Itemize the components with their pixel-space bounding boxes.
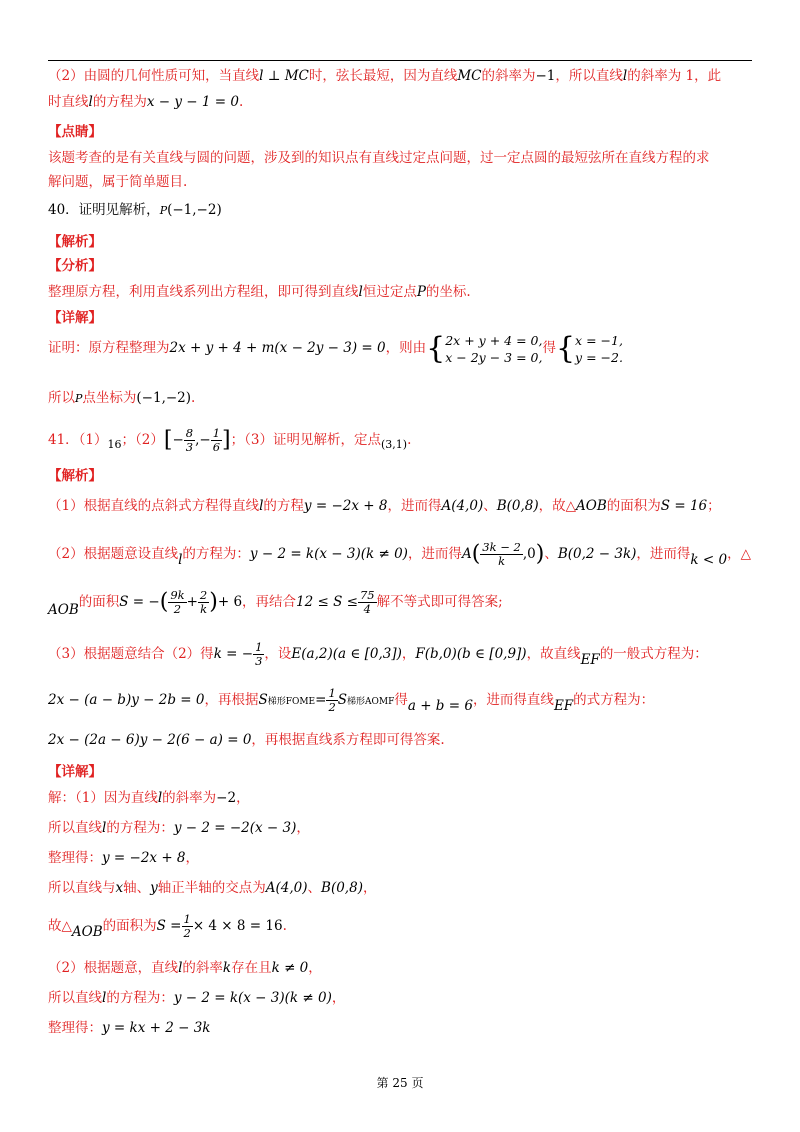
paragraph-line [48, 908, 768, 950]
text: 41．（1） [48, 432, 108, 448]
text: 整理得： [48, 850, 102, 866]
math: 2x − (2a − 6)y − 2(6 − a) = 0 [48, 732, 252, 748]
math: l [102, 990, 107, 1006]
fraction: $\frac{75}{4}$ [359, 588, 375, 616]
text: 的面积为 [606, 498, 661, 514]
text: 的斜率 [182, 960, 223, 976]
math: 12 ≤ S ≤ [296, 594, 358, 610]
brace: { [426, 330, 446, 366]
math: k [222, 960, 232, 976]
section-heading-xiangjie: 【详解】 [48, 310, 102, 326]
text: ， [236, 790, 250, 806]
fraction: $\frac{8}{3}$ [185, 426, 194, 454]
text: 得 [542, 340, 556, 356]
math: x [115, 880, 124, 896]
text: 的斜率为 1，此 [627, 68, 722, 84]
math: × 4 × 8 = 16 [192, 918, 283, 934]
math: = [315, 692, 327, 708]
math: k < 0 [690, 552, 728, 568]
fraction: $\frac{1}{6}$ [212, 426, 221, 454]
math: y − 2 = k(x − 3)(k ≠ 0) [249, 546, 408, 562]
paragraph-line [48, 282, 768, 302]
math: 2x − (a − b)y − 2b = 0 [48, 692, 205, 708]
text: 的方程为： [106, 990, 174, 1006]
math: l [88, 94, 93, 110]
math: l [102, 820, 107, 836]
math: l [178, 960, 183, 976]
math-subscript: 梯形AOMF [347, 697, 395, 707]
text: ，故直线 [526, 646, 581, 662]
paragraph-line: （2）根据题意设直线l的方程为：y − 2 = k(x − 3)(k ≠ 0)，进而得A( $\frac{3k - 2}{k}$ ,0)、B(0,2 − 3k)，进而得k < 0，△ [48, 540, 751, 568]
math: S [337, 692, 348, 708]
paragraph-line [48, 848, 768, 868]
math: AOB [48, 602, 79, 618]
math: A(4,0) [441, 498, 484, 514]
text: ，则由 [385, 340, 427, 356]
text: ，进而得 [387, 498, 442, 514]
text: 40．证明见解析， [48, 202, 160, 218]
math: (−1,−2) [167, 202, 222, 218]
fraction: $\frac{2}{k}$ [199, 588, 208, 616]
equation-system [445, 332, 542, 366]
paragraph-line [48, 92, 768, 112]
math: k ≠ 0 [271, 960, 309, 976]
math: 2x + y + 4 + m(x − 2y − 3) = 0 [169, 340, 386, 356]
text: （1）根据直线的点斜式方程得直线 [48, 498, 260, 514]
text: 得 [394, 692, 408, 708]
text: 时直线 [48, 94, 89, 110]
math: AOB [576, 498, 607, 514]
header-rule [48, 60, 752, 61]
math: k = − [213, 646, 254, 662]
text: 时，弦长最短，因为直线 [308, 68, 458, 84]
math: A(4,0) [265, 880, 308, 896]
math: F(b,0)(b ∈ [0,9]) [415, 646, 527, 662]
paragraph-line [48, 730, 768, 750]
bracket: [ [163, 427, 173, 453]
math: S [258, 692, 268, 708]
math: x − 2y − 3 = 0, [445, 349, 543, 365]
text: ，设 [264, 646, 292, 662]
text: 整理原方程，利用直线系列出方程组，即可得到直线 [48, 284, 359, 300]
text: ；（3）证明见解析，定点 [230, 432, 381, 448]
paragraph-line [48, 496, 768, 516]
text: 的面积 [78, 594, 120, 610]
text: 解：（1）因为直线 [48, 790, 158, 806]
math-subscript: 梯形FOME [267, 697, 316, 707]
text: ， [401, 646, 416, 662]
fraction: $\frac{9k}{2}$ [170, 588, 185, 616]
fraction: $\frac{1}{2}$ [183, 912, 191, 940]
paragraph-line [48, 388, 768, 409]
section-heading-jiexi: 【解析】 [48, 234, 102, 250]
text: . [191, 390, 196, 406]
text: （2）根据题意，直线 [48, 960, 179, 976]
math: EF [553, 698, 574, 714]
math: S = 16 [660, 498, 708, 514]
fraction: $\frac{3k - 2}{k}$ [482, 540, 521, 568]
math: B(0,8) [321, 880, 363, 896]
brace: { [555, 330, 576, 366]
text: ，故△ [538, 498, 577, 514]
paragraph-line [48, 682, 768, 724]
text: （3）根据题意结合（2）得 [48, 646, 214, 662]
text: 点坐标为 [82, 390, 137, 406]
paragraph-line [48, 788, 768, 808]
text: 恒过定点 [362, 284, 417, 300]
math: l [358, 284, 363, 300]
text: 证明：原方程整理为 [48, 340, 170, 356]
text: ，再根据 [204, 692, 259, 708]
paragraph-line [48, 636, 768, 678]
paragraph-line [48, 66, 768, 86]
text: 的方程为 [92, 94, 147, 110]
math: (3,1) [380, 438, 408, 451]
paragraph-line [48, 1018, 768, 1038]
text: 的方程 [263, 498, 304, 514]
math: P [416, 284, 426, 300]
text: ，△ [727, 546, 751, 562]
math: a + b = 6 [407, 698, 473, 714]
text: ， [308, 960, 322, 976]
math: y = −2x + 8 [303, 498, 388, 514]
math: A [461, 546, 472, 562]
text: ，再结合 [242, 594, 297, 610]
equation-system [575, 332, 623, 366]
fraction: $\frac{1}{2}$ [328, 686, 336, 714]
text: 的方程为： [106, 820, 174, 836]
text: （2）由圆的几何性质可知，当直线 [48, 68, 260, 84]
text: ，再根据直线系方程即可得答案. [251, 732, 445, 748]
text: ， [331, 990, 346, 1006]
text: 存在且 [231, 960, 272, 976]
text: 的坐标. [425, 284, 471, 300]
text: 所以直线与 [48, 880, 116, 896]
text: ， [185, 850, 200, 866]
text: 的面积为 [102, 918, 157, 934]
math: l [259, 498, 264, 514]
text: . [282, 918, 287, 934]
math: 2x + y + 4 = 0, [445, 332, 543, 348]
paragraph-line [48, 328, 768, 368]
math: P [159, 204, 168, 217]
text: 所以 [48, 390, 75, 406]
math: S = − [119, 594, 160, 610]
section-heading-xiangjie: 【详解】 [48, 764, 102, 780]
text: ； [707, 498, 721, 514]
text: 故△ [48, 918, 72, 934]
text: ；（2） [121, 432, 164, 448]
paragraph-line [48, 958, 768, 978]
math: (−1,−2) [136, 390, 192, 406]
text: 的式方程为： [573, 692, 655, 708]
text: ，所以直线 [555, 68, 623, 84]
math: x − y − 1 = 0 [146, 94, 239, 110]
math: MC [457, 68, 482, 84]
text: ， [362, 880, 377, 896]
section-heading-dianjing: 【点睛】 [48, 124, 102, 140]
math: l [622, 68, 628, 84]
math: y − 2 = k(x − 3)(k ≠ 0) [173, 990, 332, 1006]
section-heading-jiexi: 【解析】 [48, 468, 102, 484]
math: P [75, 392, 83, 405]
text: 整理得： [48, 1020, 102, 1036]
math: l [178, 552, 183, 568]
fraction: $\frac{1}{3}$ [255, 640, 263, 668]
answer-41: 41．$(1)_{16}$；（2）[− $\frac{8}{3}$ ,− $\frac{1}{6}$ ]；（3）证明见解析，定点$_{(3,1)}$. [48, 426, 412, 454]
math: l [157, 790, 163, 806]
answer-40 [48, 200, 768, 221]
text: 所以直线 [48, 990, 102, 1006]
math: y = kx + 2 − 3k [102, 1020, 211, 1036]
math: y = −2x + 8 [102, 850, 186, 866]
math: −2 [216, 790, 237, 806]
text: ，进而得 [407, 546, 462, 562]
math: EF [580, 652, 600, 668]
text: 、 [307, 880, 322, 896]
section-heading-fenxi: 【分析】 [48, 258, 102, 274]
math: S = [156, 918, 182, 934]
text: 的方程为： [182, 546, 250, 562]
math: ,0 [522, 546, 536, 562]
page-number: 第 25 页 [376, 1076, 424, 1090]
math: E(a,2)(a ∈ [0,3]) [291, 646, 402, 662]
math: B(0,2 − 3k) [557, 546, 637, 562]
paragraph-line: 该题考查的是有关直线与圆的问题，涉及到的知识点有直线过定点问题，过一定点圆的最短弦所在直线方程的求 [48, 150, 710, 166]
text: 轴、 [123, 880, 151, 896]
math: B(0,8) [496, 498, 539, 514]
text: 的斜率为 [481, 68, 536, 84]
math: AOB [71, 924, 103, 940]
paragraph-line: 解问题，属于简单题目. [48, 174, 188, 190]
bracket: ] [222, 427, 231, 453]
paragraph-line [48, 878, 768, 898]
math: l ⊥ MC [259, 68, 309, 84]
text: . [407, 432, 412, 448]
text: 所以直线 [48, 820, 102, 836]
text: 解不等式即可得答案; [376, 594, 503, 610]
math: y = −2. [575, 349, 623, 365]
paragraph-line: AOB的面积S = −( $\frac{9k}{2}$ + $\frac{2}{k}$ )+ 6，再结合12 ≤ S ≤ $\frac{75}{4}$ 解不等式即可得答案; [48, 588, 503, 618]
text: . [238, 94, 244, 110]
paragraph-line [48, 988, 768, 1008]
math: + 6 [217, 594, 243, 610]
math: y − 2 = −2(x − 3) [173, 820, 297, 836]
math: 16 [107, 438, 122, 451]
math: −1 [535, 68, 556, 84]
text: ，进而得直线 [472, 692, 554, 708]
text: 、 [483, 498, 497, 514]
text: 的一般式方程为： [599, 646, 708, 662]
text: 、 [544, 546, 558, 562]
paragraph-line [48, 818, 768, 838]
text: 的斜率为 [162, 790, 217, 806]
text: ， [296, 820, 310, 836]
text: ，进而得 [636, 546, 691, 562]
math: x = −1, [575, 332, 623, 348]
math: y [150, 880, 158, 896]
text: 轴正半轴的交点为 [157, 880, 266, 896]
text: （2）根据题意设直线 [48, 546, 179, 562]
